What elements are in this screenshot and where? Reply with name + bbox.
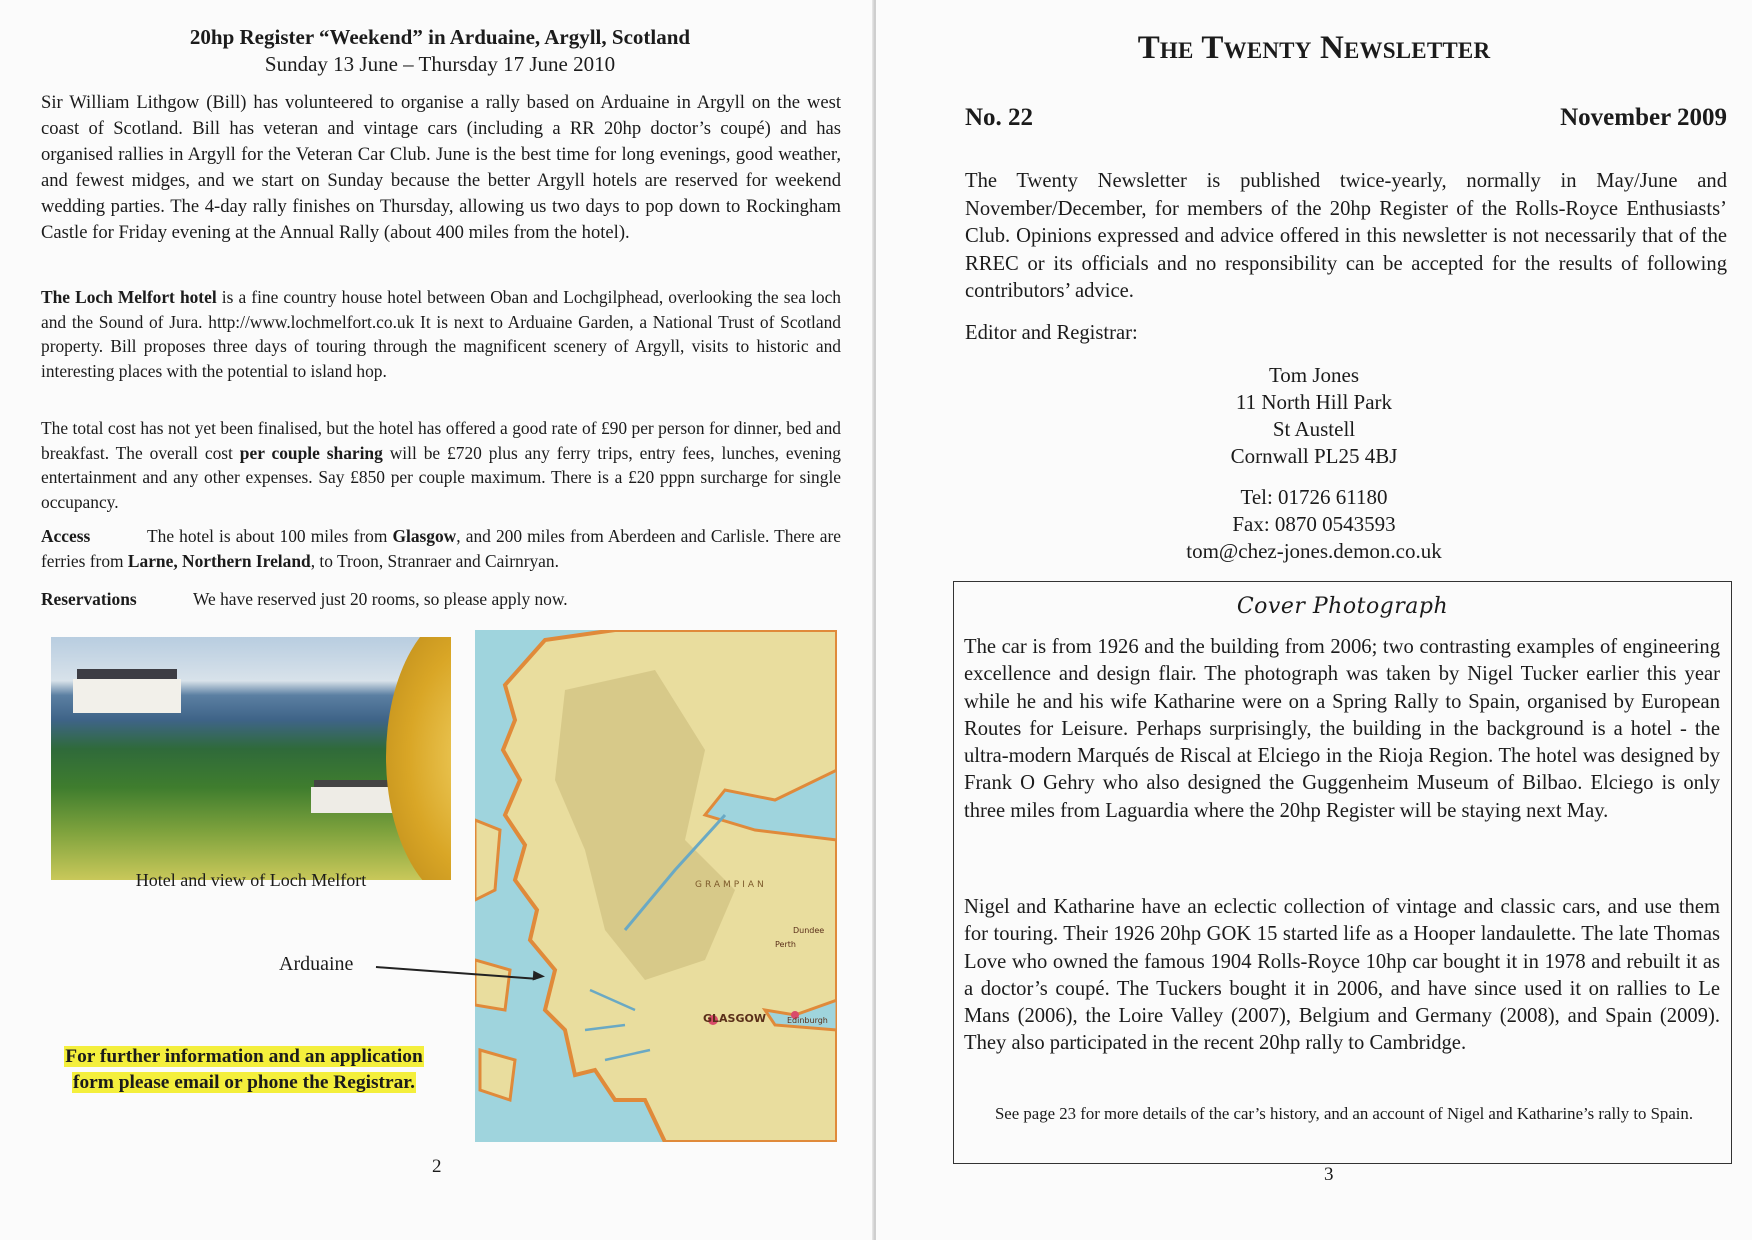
article-title: 20hp Register “Weekend” in Arduaine, Argyll, Scotland <box>189 25 691 49</box>
photo-caption: Hotel and view of Loch Melfort <box>135 870 367 890</box>
fax: Fax: 0870 0543593 <box>1232 512 1396 536</box>
hotel-name: The Loch Melfort hotel <box>41 287 217 307</box>
map-label-glasgow: GLASGOW <box>703 1012 766 1025</box>
access-paragraph <box>41 524 841 573</box>
reservations-label: Reservations <box>41 589 137 609</box>
newsletter-title: The Twenty Newsletter <box>1137 30 1491 66</box>
cost-paragraph <box>41 416 841 514</box>
cover-paragraph-2: Nigel and Katharine have an eclectic collection of vintage and classic cars, and use them for touring. Their 1926 20hp GOK 15 started life as a Hooper landaulette. The late Thomas Love who owned the famous 1904 Rolls-Royce 10hp car bought it in 1978 and rebuilt it as a doctor’s coupé. The Tuckers bought it in 2006, and have since used it on rallies to Le Mans (2006), the Loire Valley (2007), Belgium and Germany (2008), and Spain (2009). They also participated in the recent 20hp rally to Cambridge. <box>964 896 1720 1055</box>
reservations-paragraph <box>41 587 841 612</box>
cover-photograph-box <box>953 581 1732 1164</box>
map-label-dundee: Dundee <box>793 926 825 935</box>
cost-text-b: will be £720 plus any ferry trips, entry fees, lunches, evening entertainment and any other expenses. Say £850 per couple maximum. There is a £20 pppn surcharge for single occupancy. <box>41 442 841 512</box>
publication-notice: The Twenty Newsletter is published twice-yearly, normally in May/June and November/December, for members of the 20hp Register of the Rolls-Royce Enthusiasts’ Club. Opinions expressed and advice offered in this newsletter is not necessarily that of the RREC or its officials and no responsibility can be accepted for the results of following contributors’ advice. <box>965 170 1727 303</box>
access-larne: Larne, Northern Ireland <box>127 550 311 571</box>
address-county-postcode: Cornwall PL25 4BJ <box>1230 444 1398 468</box>
further-info-highlight: For further information and an application form please email or phone the Registrar. <box>65 1046 423 1093</box>
access-glasgow: Glasgow <box>392 526 457 546</box>
hotel-building <box>73 679 181 713</box>
map-label-edinburgh: Edinburgh <box>787 1016 828 1025</box>
map-label-grampian: GRAMPIAN <box>695 880 767 890</box>
right-page <box>876 0 1752 1240</box>
access-text-a: The hotel is about 100 miles from <box>147 526 393 546</box>
map-label-perth: Perth <box>775 940 796 949</box>
hotel-description: is a fine country house hotel between Oban and Lochgilphead, overlooking the sea loch and the Sound of Jura. http://www.lochmelfort.co.uk It is next to Arduaine Garden, a National Trust of Scotland property. Bill proposes three days of touring through the magnificent scenery of Argyll, visits to historic and interesting places with the potential to island hop. <box>41 287 841 381</box>
access-label: Access <box>41 526 91 546</box>
cost-text-a: The total cost has not yet been finalised, but the hotel has offered a good rate of £90 per person for dinner, bed and breakfast. The overall cost <box>41 418 841 463</box>
telephone: Tel: 01726 61180 <box>1240 485 1388 509</box>
scotland-map <box>475 630 837 1142</box>
gold-banner <box>386 637 451 880</box>
email-address[interactable]: tom@chez-jones.demon.co.uk <box>1186 539 1442 563</box>
access-text-c: , to Troon, Stranraer and Cairnryan. <box>310 550 559 571</box>
article-dates: Sunday 13 June – Thursday 17 June 2010 <box>264 52 616 76</box>
page-number-right: 3 <box>1324 1164 1334 1185</box>
cover-photograph-title: Cover Photograph <box>1236 594 1449 619</box>
left-page <box>0 0 874 1240</box>
arrow-head-icon <box>533 971 546 982</box>
hotel-photo <box>51 637 451 880</box>
reservations-text: We have reserved just 20 rooms, so please apply now. <box>193 589 568 609</box>
arduaine-label: Arduaine <box>279 953 354 975</box>
access-text-b: , and 200 miles from Aberdeen and Carlisle. There are ferries from <box>41 526 842 571</box>
address-town: St Austell <box>1272 417 1356 441</box>
further-info-note <box>52 1044 436 1095</box>
issue-date: November 2009 <box>1560 104 1727 131</box>
editor-label: Editor and Registrar: <box>965 322 1138 344</box>
issue-number: No. 22 <box>965 104 1034 131</box>
cover-paragraph-1: The car is from 1926 and the building from 2006; two contrasting examples of engineering excellence and design flair. The photograph was taken by Nigel Tucker earlier this year while he and his wife Katharine were on a Spring Rally to Spain, organised by European Routes for Leisure. Perhaps surprisingly, the building in the background is a hotel - the ultra-modern Marqués de Riscal at Elciego in the Rioja Region. The hotel was designed by Frank O Gehry who also designed the Guggenheim Museum of Bilbao. Elciego is only three miles from Laguardia where the 20hp Register will be staying next May. <box>964 636 1720 822</box>
cover-footnote: See page 23 for more details of the car’s history, and an account of Nigel and Katharine’s rally to Spain. <box>994 1104 1694 1123</box>
hotel-paragraph <box>41 285 841 383</box>
address-street: 11 North Hill Park <box>1235 390 1393 414</box>
intro-paragraph: Sir William Lithgow (Bill) has volunteered to organise a rally based on Arduaine in Argyll on the west coast of Scotland. Bill has veteran and vintage cars (including a RR 20hp doctor’s coupé) and has organised rallies in Argyll for the Veteran Car Club. June is the best time for long evenings, good weather, and fewest midges, and we start on Sunday because the better Argyll hotels are reserved for weekend wedding parties. The 4-day rally finishes on Thursday, allowing us two days to pop down to Rockingham Castle for Friday evening at the Annual Rally (about 400 miles from the hotel). <box>41 92 841 243</box>
islands <box>475 820 515 1100</box>
editor-name: Tom Jones <box>1268 363 1360 387</box>
page-number-left: 2 <box>432 1156 442 1177</box>
cost-emphasis: per couple sharing <box>239 442 383 463</box>
map-graphic <box>475 630 837 1142</box>
